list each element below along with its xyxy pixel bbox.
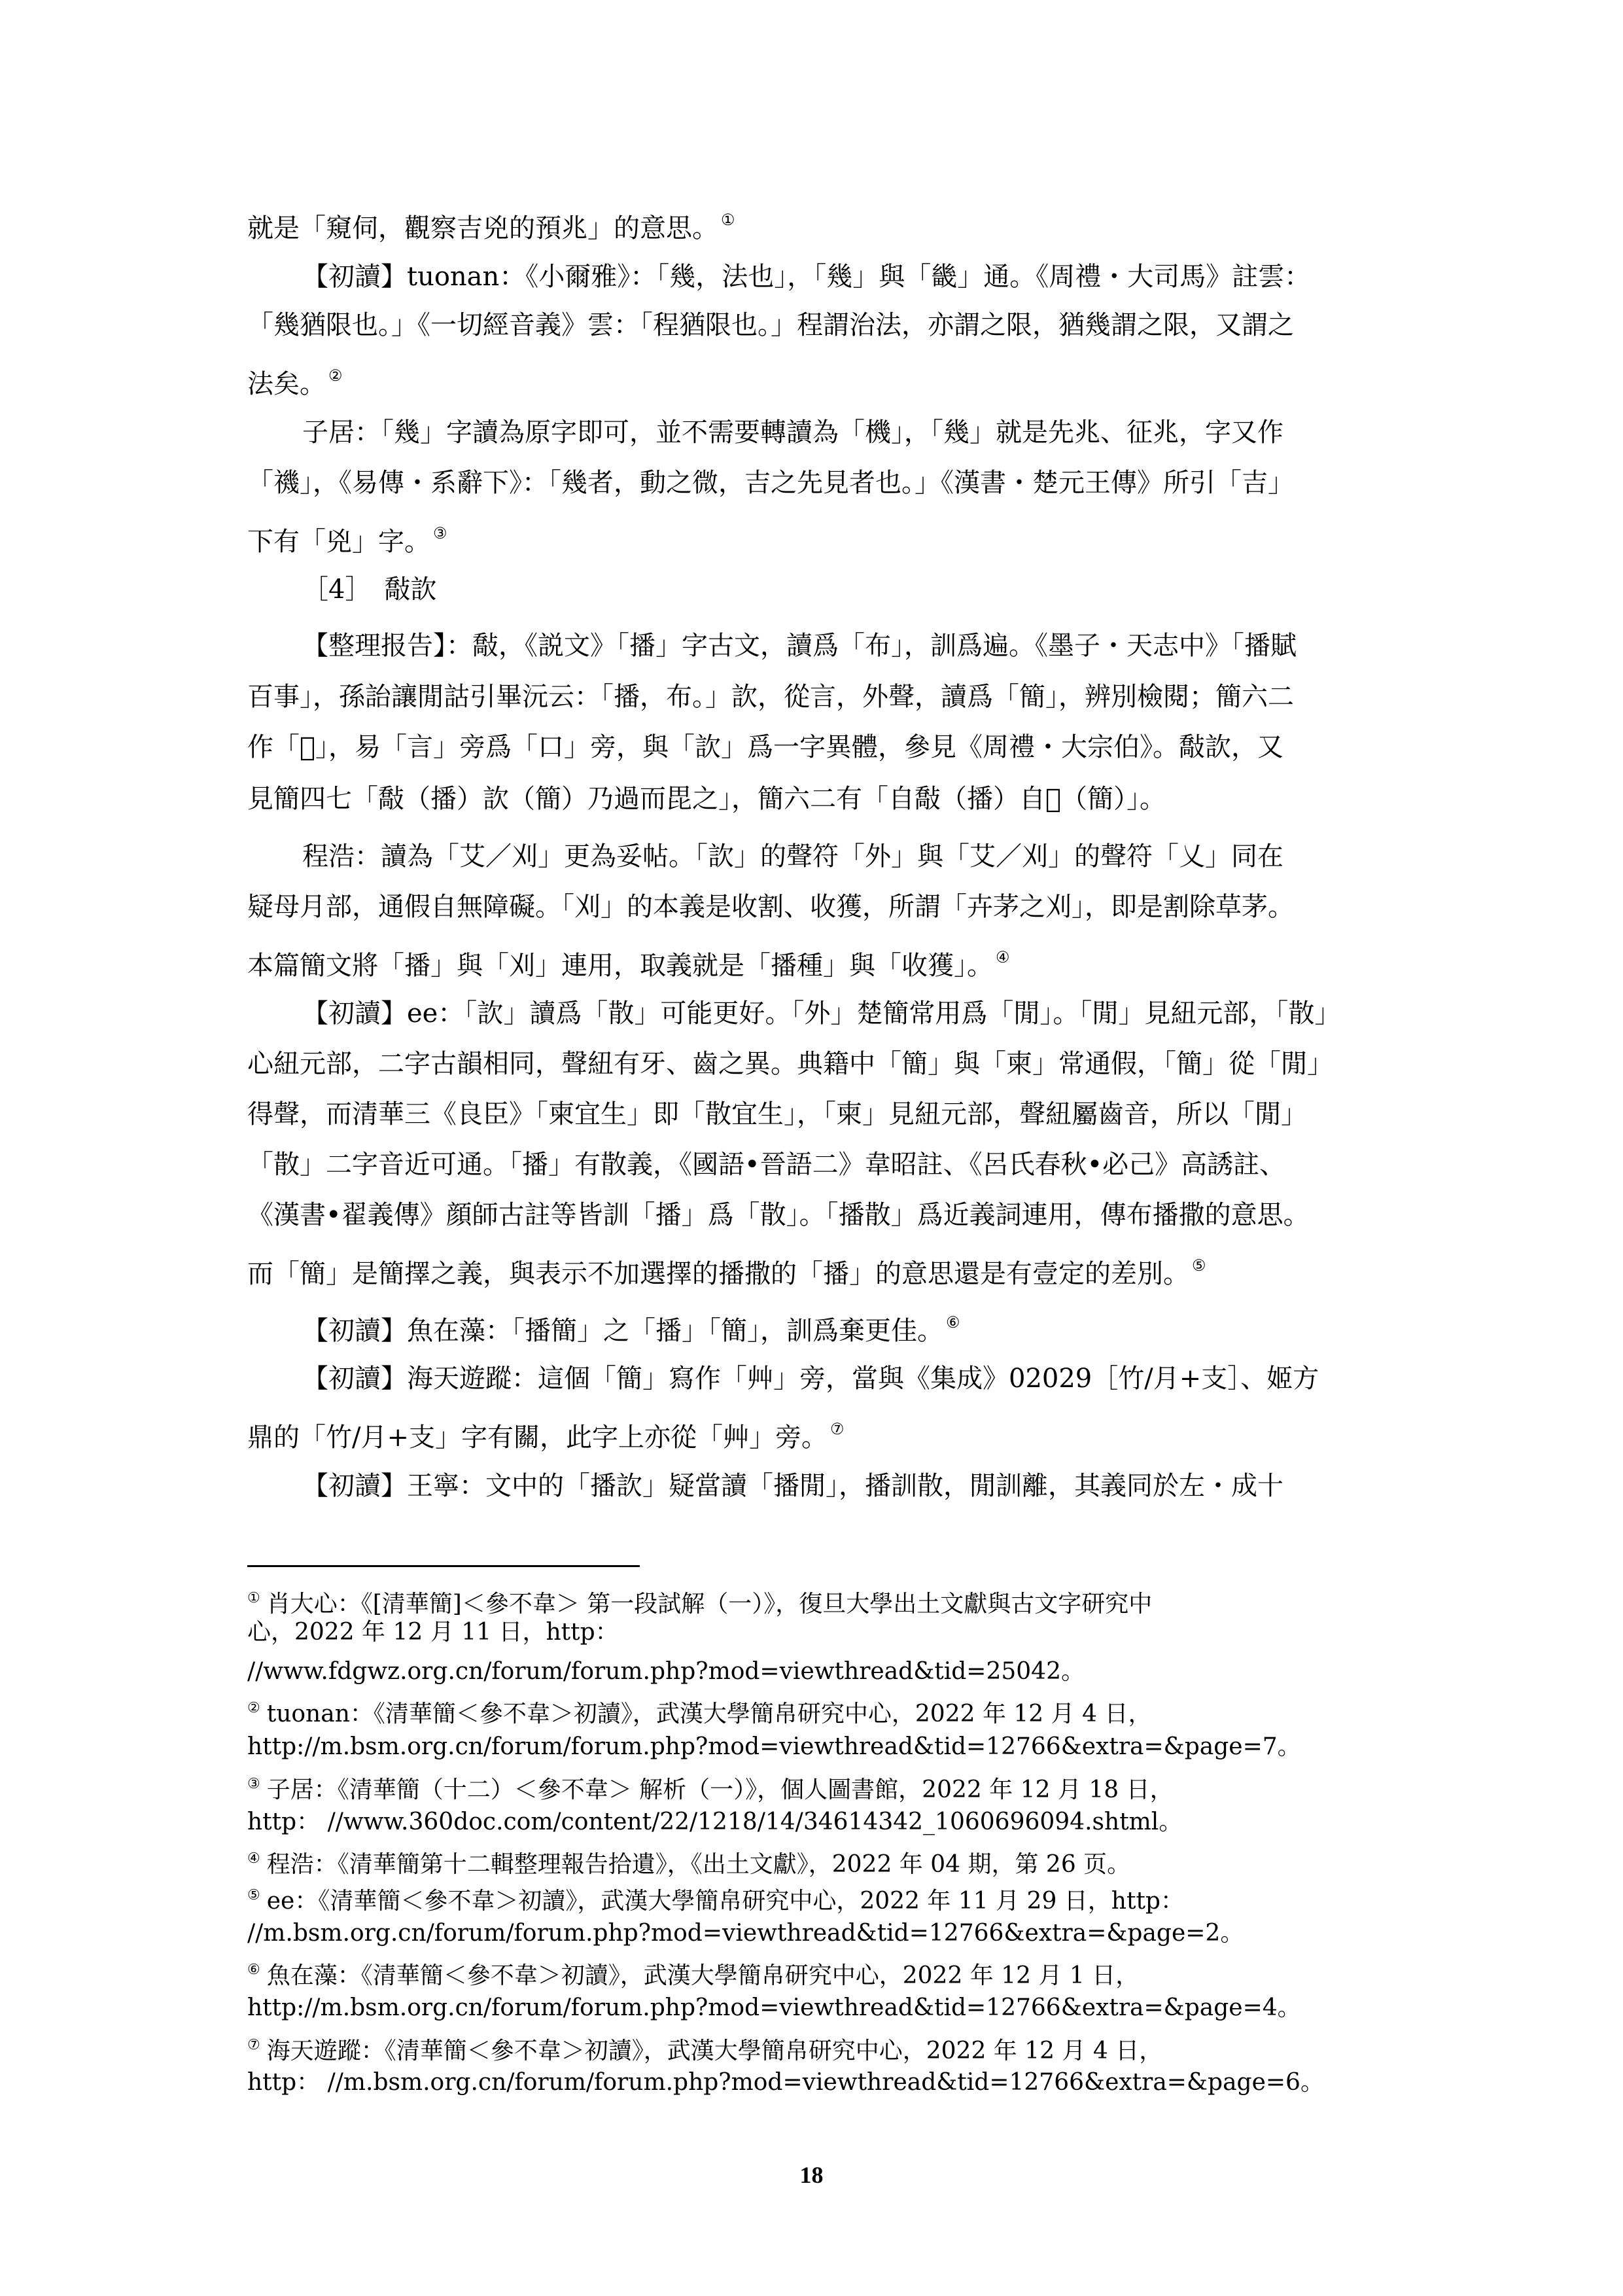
body-line: 【整理报告】：敽，《説文》「播」字古文，讀爲「布」，訓爲遍。《墨子・天志中》「播賦 [302,631,1297,661]
footnote-mark: ③ [247,1776,260,1792]
body-line: 【初讀】tuonan：《小爾雅》：「幾，法也」，「幾」與「畿」通。《周禮・大司馬》註雲： [302,262,1311,292]
footnote-mark: ⑦ [247,2037,260,2053]
body-line: 【初讀】王寧：文中的「播䚿」疑當讀「播閒」，播訓散，閒訓離，其義同於左・成十 [302,1471,1283,1501]
footnote-link[interactable]: http://m.bsm.org.cn/forum/forum.php?mod=viewthread&tid=12766&extra=&page=7。 [247,1733,1301,1760]
footnote-line: ② tuonan：《清華簡＜參不韋＞初讀》，武漢大學簡帛研究中心，2022 年 12 月 4 日， [247,1700,1152,1727]
footnote-link[interactable]: //www.fdgwz.org.cn/forum/forum.php?mod=viewthread&tid=25042。 [247,1658,1085,1685]
footnote-ref[interactable]: ② [328,366,343,385]
page-number: 18 [799,2162,824,2188]
body-line: 就是「窺伺，觀察吉兇的預兆」的意思。 ① [247,211,735,243]
footnote-mark: ② [247,1700,260,1716]
footnote-line: ③ 子居：《清華簡（十二）＜參不韋＞ 解析（一）》，個人圖書館，2022 年 12 月 18 日， [247,1776,1174,1803]
footnote-ref[interactable]: ④ [996,948,1010,966]
footnote-line: ④ 程浩：《清華簡第十二輯整理報告拾遺》，《出土文獻》，2022 年 04 期，第 26 页。 [247,1850,1131,1878]
footnote-line: ⑥ 魚在藻：《清華簡＜參不韋＞初讀》，武漢大學簡帛研究中心，2022 年 12 月 1 日， [247,1962,1140,1989]
body-line: 鼎的「竹/月+支」字有關，此字上亦從「艸」旁。 ⑦ [247,1420,845,1453]
body-line: 作「𦭏」，易「言」旁爲「口」旁，與「䚿」爲一字異體，參見《周禮・大宗伯》。敽䚿，又 [247,732,1284,762]
body-line: 下有「兇」字。 ③ [247,524,447,557]
body-line: 疑母月部，通假自無障礙。「刈」的本義是收割、收獲，所謂「卉茅之刈」，即是割除草茅。 [247,892,1294,922]
body-line: 【初讀】海天遊蹤：這個「簡」寫作「艸」旁，當與《集成》02029［竹/月+支］、姬方 [302,1364,1319,1394]
footnote-line: ① 肖大心：《[清華簡]＜參不韋＞ 第一段試解（一）》，復旦大學出土文獻與古文字研究中 [247,1590,1153,1617]
footnote-link[interactable]: http： //www.360doc.com/content/22/1218/14/34614342_1060696094.shtml。 [247,1809,1183,1835]
footnote-line: ⑤ ee：《清華簡＜參不韋＞初讀》，武漢大學簡帛研究中心，2022 年 11 月 29 日，http： [247,1887,1184,1915]
footnote-link[interactable]: //m.bsm.org.cn/forum/forum.php?mod=viewthread&tid=12766&extra=&page=2。 [247,1920,1244,1947]
footnote-ref[interactable]: ⑤ [1192,1256,1206,1275]
footnote-ref[interactable]: ① [721,211,735,229]
footnote-mark: ⑤ [247,1887,260,1903]
body-line: 「散」二字音近可通。「播」有散義，《國語•晉語二》韋昭註、《呂氏春秋•必己》高誘註、 [247,1150,1286,1180]
body-line: 見簡四七「敽（播）䚿（簡）乃過而毘之」，簡六二有「自敽（播）自𦭏（簡）」。 [247,784,1166,814]
body-line: 得聲，而清華三《良臣》「柬宜生」即「散宜生」，「柬」見紐元部，聲紐屬齒音，所以「閒」 [247,1099,1307,1129]
section-heading: ［4］ 敽䚿 [302,574,437,605]
body-line: 心紐元部，二字古韻相同，聲紐有牙、齒之異。典籍中「簡」與「柬」常通假，「簡」從「閒」 [247,1049,1333,1079]
footnote-line: 心，2022 年 12 月 11 日，http： [247,1619,619,1646]
body-line: 百事」，孫詒讓閒詁引畢沅云：「播，布。」䚿，從言，外聲，讀爲「簡」，辨別檢閱；簡六二 [247,682,1294,712]
body-line: 而「簡」是簡擇之義，與表示不加選擇的播撒的「播」的意思還是有壹定的差別。 ⑤ [247,1256,1206,1289]
body-line: 【初讀】ee：「䚿」讀爲「散」可能更好。「外」楚簡常用爲「閒」。「閒」見紐元部，「散」 [302,998,1341,1029]
footnote-ref[interactable]: ⑥ [946,1313,960,1332]
footnote-link[interactable]: http： //m.bsm.org.cn/forum/forum.php?mod=viewthread&tid=12766&extra=&page=6。 [247,2069,1324,2096]
footnote-ref[interactable]: ③ [433,524,447,542]
body-line: 「禨」，《易傳・系辭下》：「幾者，動之微，吉之先見者也。」《漢書・楚元王傳》所引「吉」 [247,468,1294,498]
footnote-separator [247,1565,640,1567]
body-line: 【初讀】魚在藻：「播簡」之「播」「簡」，訓爲棄更佳。 ⑥ [302,1313,960,1346]
footnote-link[interactable]: http://m.bsm.org.cn/forum/forum.php?mod=viewthread&tid=12766&extra=&page=4。 [247,1994,1301,2021]
footnote-ref[interactable]: ⑦ [830,1420,845,1438]
footnote-line: ⑦ 海天遊蹤：《清華簡＜參不韋＞初讀》，武漢大學簡帛研究中心，2022 年 12 月 4 日， [247,2037,1163,2064]
body-line: 「幾猶限也。」《一切經音義》雲：「程猶限也。」程謂治法，亦謂之限，猶幾謂之限，又謂之 [247,310,1294,340]
footnote-mark: ⑥ [247,1962,260,1978]
body-line: 法矣。 ② [247,366,343,399]
footnote-mark: ① [247,1590,260,1606]
body-line: 程浩：讀為「艾／刈」更為妥帖。「䚿」的聲符「外」與「艾／刈」的聲符「乂」同在 [302,841,1283,872]
footnote-mark: ④ [247,1850,260,1867]
body-line: 本篇簡文將「播」與「刈」連用，取義就是「播種」與「收獲」。 ④ [247,948,1010,981]
body-line: 《漢書•翟義傳》顔師古註等皆訓「播」爲「散」。「播散」爲近義詞連用，傳布播撒的意思。 [247,1200,1310,1230]
body-line: 子居：「幾」字讀為原字即可，並不需要轉讀為「機」，「幾」就是先兆、征兆，字又作 [302,417,1283,448]
